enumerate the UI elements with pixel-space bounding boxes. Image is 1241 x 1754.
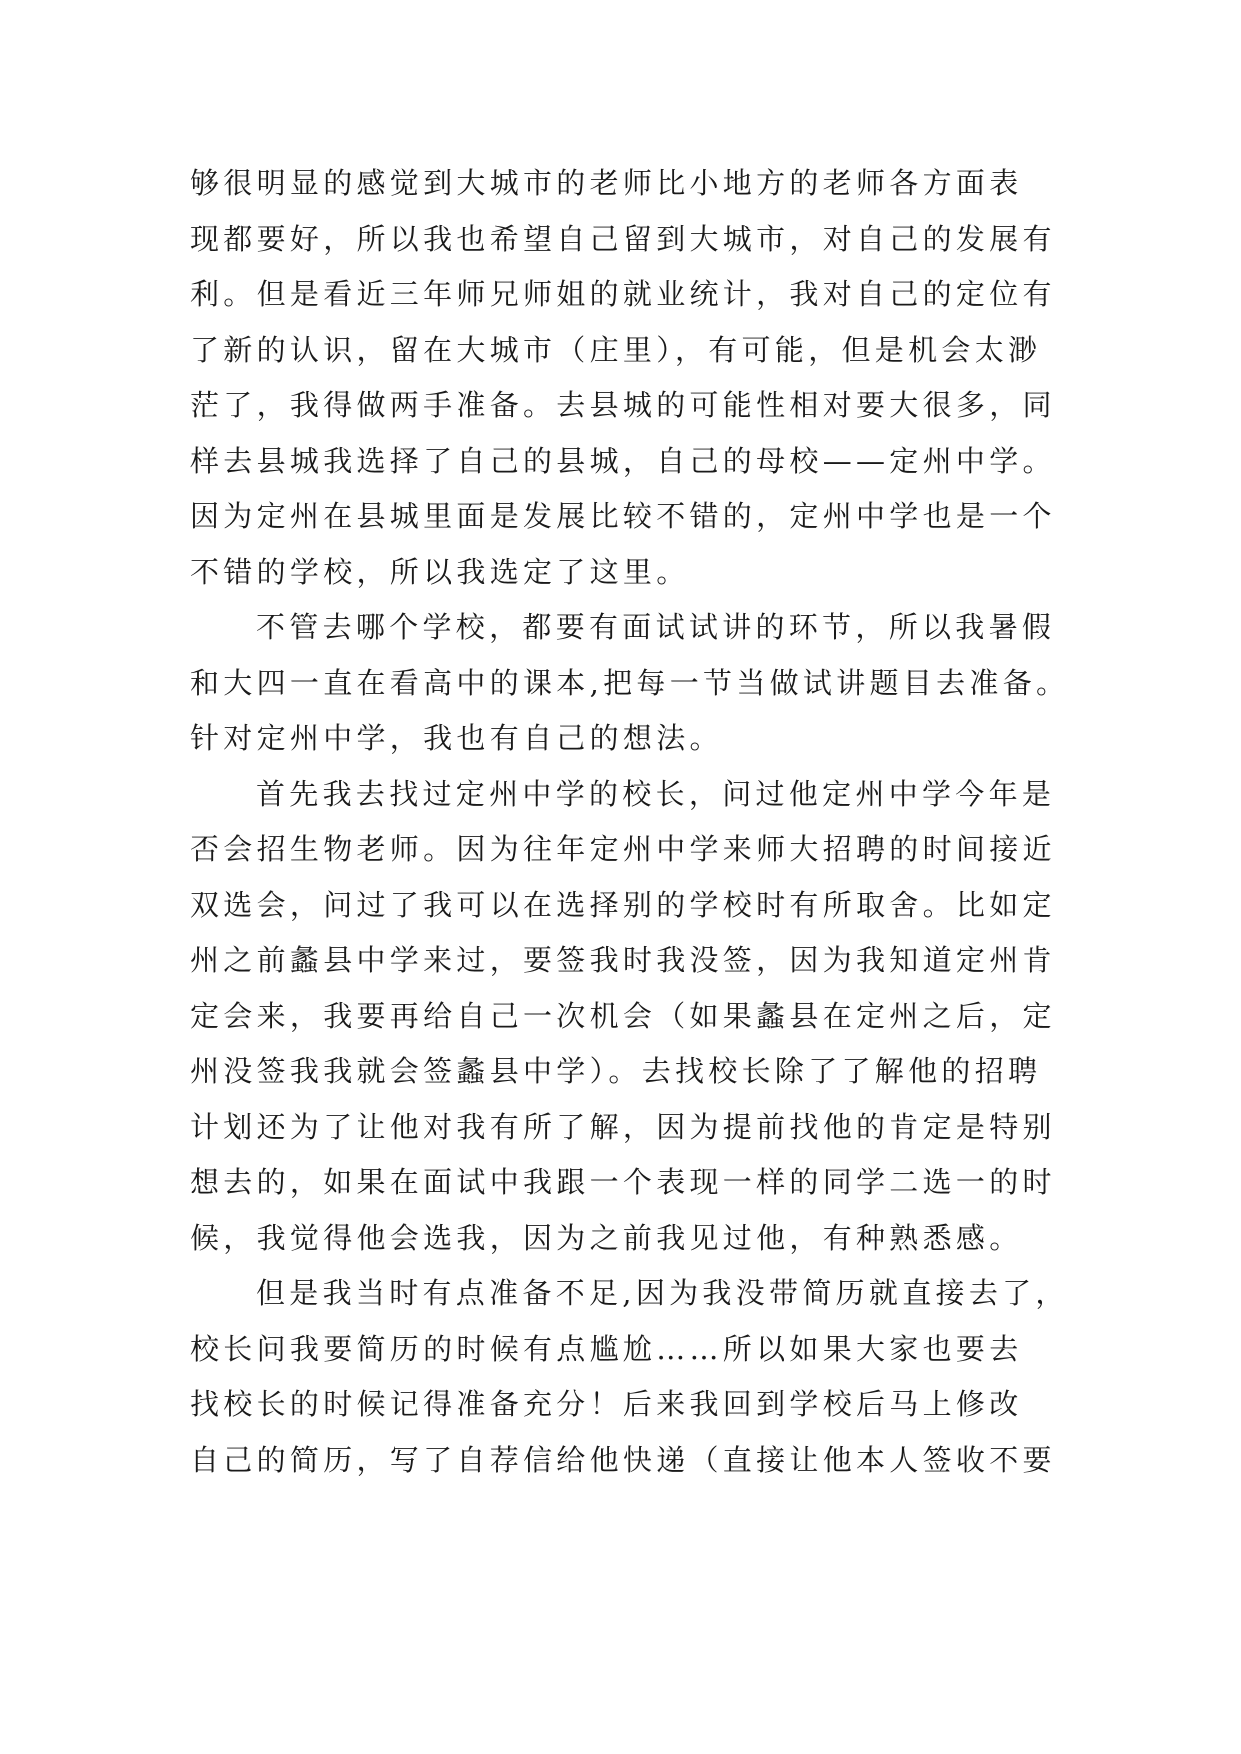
text-line: 定会来，我要再给自己一次机会（如果蠡县在定州之后，定: [190, 998, 1056, 1033]
text-line: 想去的，如果在面试中我跟一个表现一样的同学二选一的时: [190, 1165, 1056, 1199]
paragraph-first-line: 但是我当时有点准备不足,因为我没带简历就直接去了，: [256, 1276, 1069, 1310]
text-line: 够很明显的感觉到大城市的老师比小地方的老师各方面表: [190, 166, 1023, 200]
text-line: 不错的学校，所以我选定了这里。: [190, 554, 690, 589]
text-line: 了新的认识，留在大城市（庄里），有可能，但是机会太渺: [190, 332, 1042, 367]
paragraph-first-line: 首先我去找过定州中学的校长，问过他定州中学今年是: [256, 776, 1056, 811]
text-line: 否会招生物老师。因为往年定州中学来师大招聘的时间接近: [190, 832, 1056, 866]
text-line: 利。但是看近三年师兄师姐的就业统计，我对自己的定位有: [190, 277, 1056, 311]
text-line: 现都要好，所以我也希望自己留到大城市，对自己的发展有: [190, 221, 1056, 256]
paragraph-first-line: 不管去哪个学校，都要有面试试讲的环节，所以我暑假: [256, 610, 1056, 644]
text-line: 针对定州中学，我也有自己的想法。: [190, 721, 723, 755]
text-line: 样去县城我选择了自己的县城，自己的母校——定州中学。: [190, 443, 1056, 478]
text-line: 因为定州在县城里面是发展比较不错的，定州中学也是一个: [190, 499, 1056, 533]
text-line: 候，我觉得他会选我，因为之前我见过他，有种熟悉感。: [190, 1220, 1023, 1255]
body-text: [190, 156, 1070, 1488]
text-line: 双选会，问过了我可以在选择别的学校时有所取舍。比如定: [190, 887, 1056, 922]
text-line: 和大四一直在看高中的课本,把每一节当做试讲题目去准备。: [190, 665, 1070, 700]
text-line: 校长问我要简历的时候有点尴尬……所以如果大家也要去: [190, 1331, 1023, 1366]
text-line: 州之前蠡县中学来过，要签我时我没签，因为我知道定州肯: [190, 943, 1056, 977]
text-line: 茫了，我得做两手准备。去县城的可能性相对要大很多，同: [190, 388, 1056, 422]
text-line: 找校长的时候记得准备充分！后来我回到学校后马上修改: [190, 1387, 1023, 1421]
text-line: 计划还为了让他对我有所了解，因为提前找他的肯定是特别: [190, 1109, 1056, 1144]
text-line: 自己的简历，写了自荐信给他快递（直接让他本人签收不要: [190, 1442, 1056, 1477]
text-line: 州没签我我就会签蠡县中学）。去找校长除了了解他的招聘: [190, 1054, 1042, 1088]
